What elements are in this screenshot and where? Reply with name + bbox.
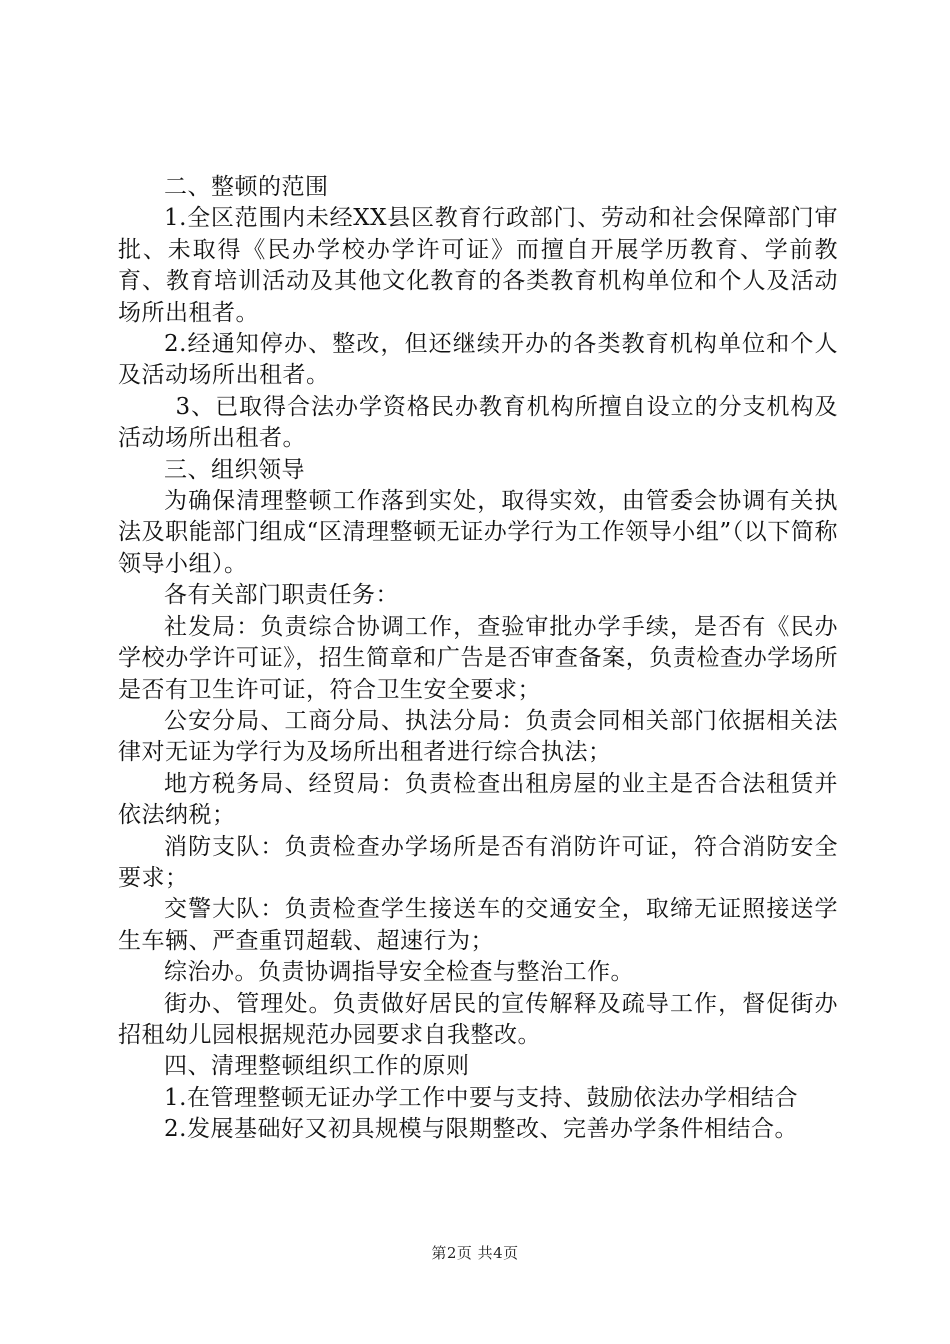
paragraph: 2.发展基础好又初具规模与限期整改、完善办学条件相结合。: [164, 1116, 798, 1143]
paragraph: 为确保清理整顿工作落到实处，取得实效，由管委会协调有关执法及职能部门组成“区清理整顿无证办学行为工作领导小组”（以下简称领导小组）。: [118, 488, 838, 577]
document-body: [118, 172, 838, 1146]
paragraph: 社发局：负责综合协调工作，查验审批办学手续，是否有《民办学校办学许可证》，招生简章和广告是否审查备案，负责检查办学场所是否有卫生许可证，符合卫生安全要求；: [118, 613, 838, 703]
paragraph: 1.在管理整顿无证办学工作中要与支持、鼓励依法办学相结合: [164, 1084, 798, 1111]
heading-organization: 三、组织领导: [164, 456, 305, 483]
paragraph: 公安分局、工商分局、执法分局：负责会同相关部门依据相关法律对无证为学行为及场所出租者进行综合执法；: [118, 707, 838, 766]
heading-principles: 四、清理整顿组织工作的原则: [164, 1053, 470, 1080]
paragraph: 1.全区范围内未经XX县区教育行政部门、劳动和社会保障部门审批、未取得《民办学校办学许可证》而擅自开展学历教育、学前教育、教育培训活动及其他文化教育的各类教育机构单位和个人及活动场所出租者。: [118, 205, 838, 326]
paragraph: 综治办。负责协调指导安全检查与整治工作。: [164, 959, 634, 986]
paragraph: 2.经通知停办、整改，但还继续开办的各类教育机构单位和个人及活动场所出租者。: [118, 331, 838, 389]
paragraph: 交警大队：负责检查学生接送车的交通安全，取缔无证照接送学生车辆、严查重罚超载、超速行为；: [118, 896, 838, 954]
page-number: 第2页 共4页: [431, 1244, 519, 1262]
heading-scope: 二、整顿的范围: [164, 174, 329, 200]
paragraph: 3、已取得合法办学资格民办教育机构所擅自设立的分支机构及活动场所出租者。: [118, 393, 838, 452]
paragraph: 消防支队：负责检查办学场所是否有消防许可证，符合消防安全要求；: [118, 833, 838, 891]
paragraph: 地方税务局、经贸局：负责检查出租房屋的业主是否合法租赁并依法纳税；: [118, 770, 838, 829]
paragraph: 各有关部门职责任务：: [164, 582, 399, 609]
paragraph: 街办、管理处。负责做好居民的宣传解释及疏导工作，督促街办招租幼儿园根据规范办园要求自我整改。: [118, 990, 838, 1048]
